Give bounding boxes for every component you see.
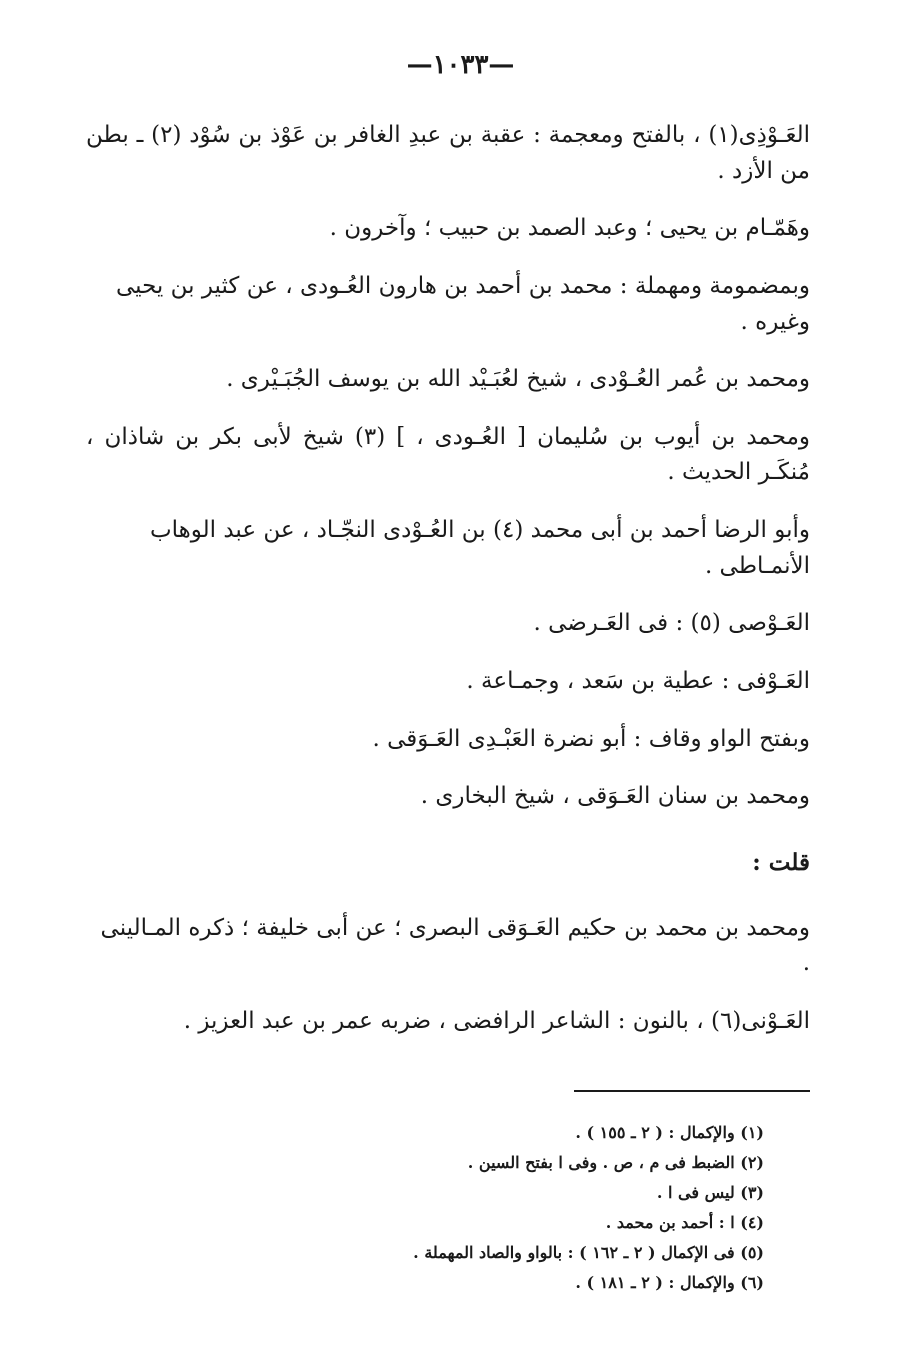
entry-al-awsi: العَـوْصى (٥) : فى العَـرضى . bbox=[533, 610, 810, 637]
entry-hammam: وهَمّـام بن يحيى ؛ وعبد الصمد بن حبيب ؛ وآخرون . bbox=[329, 215, 810, 242]
footnote-5: (٥) فى الإكمال ( ٢ ـ ١٦٢ ) : بالواو والصاد المهملة . bbox=[413, 1243, 764, 1262]
entry-abu-al-rida: وأبو الرضا أحمد بن أبى محمد (٤) بن العُـوْدى النجّـاد ، عن عبد الوهاب الأنمـاطى . bbox=[149, 517, 810, 579]
footnote-1: (١) والإكمال : ( ٢ ـ ١٥٥ ) . bbox=[575, 1123, 764, 1142]
entry-abu-nadra: وبفتح الواو وقاف : أبو نضرة العَبْـدِى العَـوَقى . bbox=[372, 725, 810, 752]
entry-muhammad-ibn-umar: ومحمد بن عُمر العُـوْدى ، شيخ لعُبَـيْد الله بن يوسف الجُبَـيْرى . bbox=[226, 366, 810, 393]
entry-muhammad-ibn-hakim: ومحمد بن محمد بن حكيم العَـوَقى البصرى ؛ عن أبى خليفة ؛ ذكره المـالينى . bbox=[100, 914, 810, 977]
footnote-4: (٤) ا : أحمد بن محمد . bbox=[605, 1213, 764, 1232]
entry-muhammad-ibn-ayyub: ومحمد بن أيوب بن سُليمان [ العُـودى ، ] (٣) شيخ لأبى بكر بن شاذان ، مُنكَـر الحديث . bbox=[86, 423, 811, 486]
entry-al-awfi: العَـوْفى : عطية بن سَعد ، وجمـاعة . bbox=[466, 668, 810, 695]
footnote-2: (٢) الضبط فى م ، ص . وفى ا بفتح السين . bbox=[467, 1153, 764, 1172]
footnote-divider bbox=[574, 1090, 810, 1092]
main-text bbox=[86, 118, 810, 1062]
entry-al-awdhi: العَـوْذِى(١) ، بالفتح ومعجمة : عقبة بن عبدِ الغافر بن عَوْذ بن سُوْد (٢) ـ بطن من الأزد . bbox=[86, 122, 810, 184]
footnotes bbox=[300, 1118, 764, 1298]
entry-muhammad-ibn-sinan: ومحمد بن سنان العَـوَقى ، شيخ البخارى . bbox=[420, 783, 810, 810]
footnote-6: (٦) والإكمال : ( ٢ ـ ١٨١ ) . bbox=[575, 1273, 764, 1292]
footnote-3: (٣) ليس فى ا . bbox=[656, 1183, 764, 1202]
entry-muhammad-ibn-ahmad: وبمضمومة ومهملة : محمد بن أحمد بن هارون العُـودى ، عن كثير بن يحيى وغيره . bbox=[115, 272, 810, 335]
entry-al-awni: العَـوْنى(٦) ، بالنون : الشاعر الرافضى ، ضربه عمر بن عبد العزيز . bbox=[183, 1007, 810, 1034]
section-qult: قلت : bbox=[752, 848, 810, 876]
page-number: —١٠٣٣— bbox=[406, 50, 515, 80]
